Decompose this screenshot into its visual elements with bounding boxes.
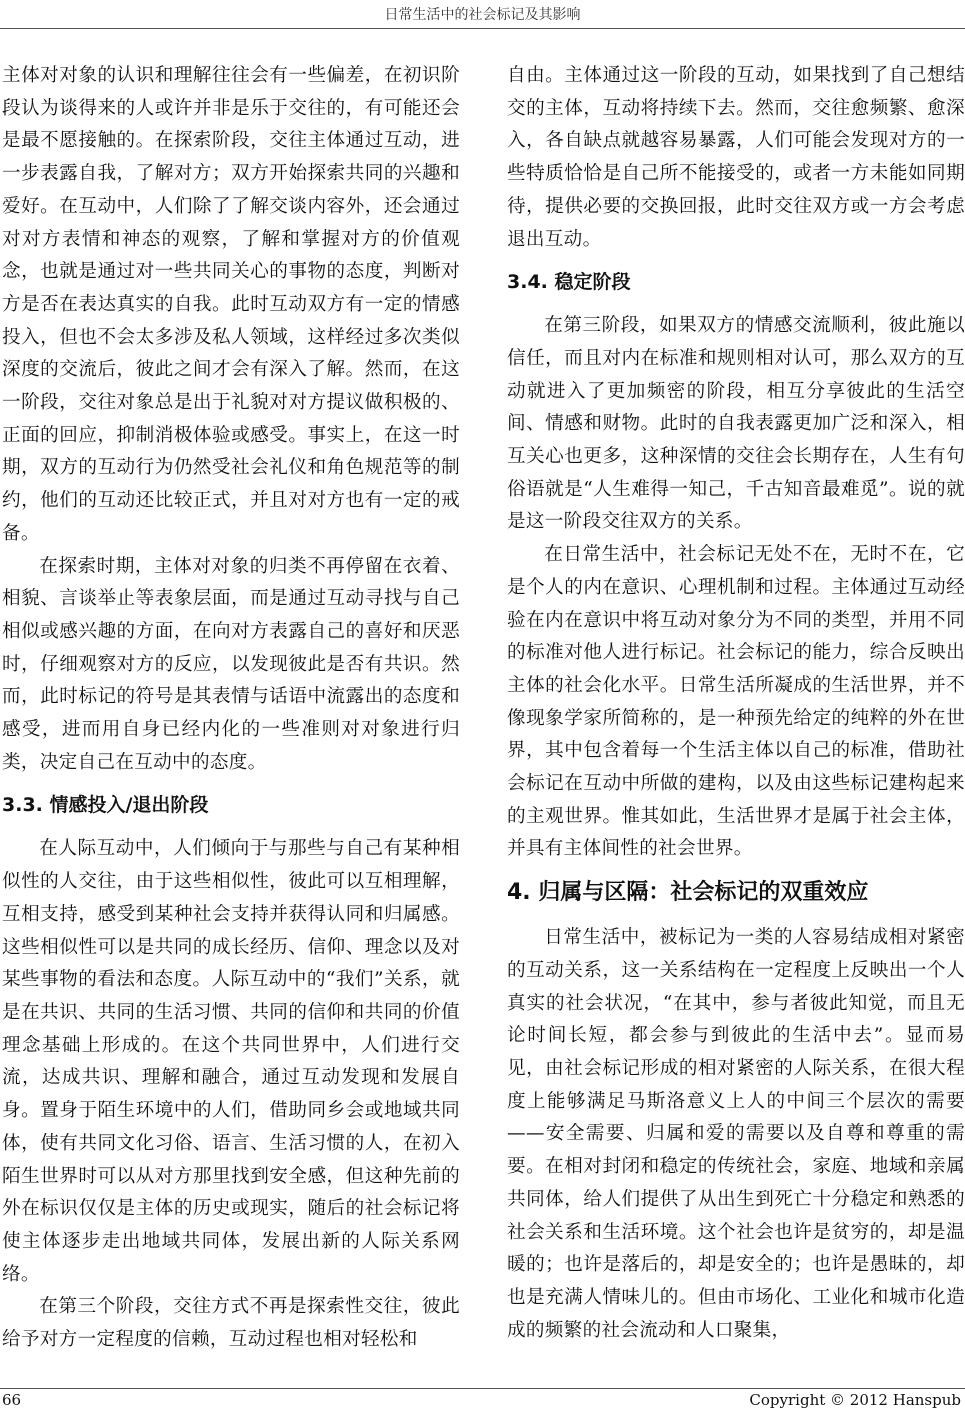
- footer-divider: [0, 1388, 965, 1389]
- paragraph: 在日常生活中，社会标记无处不在，无时不在，它是个人的内在意识、心理机制和过程。主体通过互动经验在内在意识中将互动对象分为不同的类型，并用不同的标准对他人进行标记。社会标记的能力，综合反映出主体的社会化水平。日常生活所凝成的生活世界，并不像现象学家所简称的，是一种预先给定的纯粹的外在世界，其中包含着每一个生活主体以自己的标准，借助社会标记在互动中所做的建构，以及由这些标记建构起来的主观世界。惟其如此，生活世界才是属于社会主体，并具有主体间性的社会世界。: [507, 544, 965, 860]
- copyright-notice: Copyright © 2012 Hanspub: [749, 1391, 961, 1409]
- section-heading-3-3: 3.3. 情感投入/退出阶段: [2, 794, 209, 817]
- paragraph: 主体对对象的认识和理解往往会有一些偏差，在初识阶段认为谈得来的人或许并非是乐于交往的，有可能还会是最不愿接触的。在探索阶段，交往主体通过互动，进一步表露自我，了解对方；双方开始探索共同的兴趣和爱好。在互动中，人们除了了解交谈内容外，还会通过对对方表情和神态的观察，了解和掌握对方的价值观念，也就是通过对一些共同关心的事物的态度，判断对方是否在表达真实的自我。此时互动双方有一定的情感投入，但也不会太多涉及私人领域，这样经过多次类似深度的交流后，彼此之间才会有深入了解。然而，在这一阶段，交往对象总是出于礼貌对对方提议做积极的、正面的回应，抑制消极体验或感受。事实上，在这一时期，双方的互动行为仍然受社会礼仪和角色规范等的制约，他们的互动还比较正式，并且对对方也有一定的戒备。: [2, 65, 460, 544]
- paragraph: 日常生活中，被标记为一类的人容易结成相对紧密的互动关系，这一关系结构在一定程度上反映出一个人真实的社会状况，“在其中，参与者彼此知觉，而且无论时间长短，都会参与到彼此的生活中去”。显而易见，由社会标记形成的相对紧密的人际关系，在很大程度上能够满足马斯洛意义上人的中间三个层次的需要——安全需要、归属和爱的需要以及自尊和尊重的需要。在相对封闭和稳定的传统社会，家庭、地域和亲属共同体，给人们提供了从出生到死亡十分稳定和熟悉的社会关系和生活环境。这个社会也许是贫穷的，却是温暖的；也许是落后的，却是安全的；也许是愚昧的，却也是充满人情味儿的。但由市场化、工业化和城市化造成的频繁的社会流动和人口聚集，: [507, 927, 965, 1341]
- running-title: 日常生活中的社会标记及其影响: [384, 7, 581, 23]
- left-column: [2, 60, 460, 1357]
- header-divider: [0, 28, 965, 29]
- paragraph: 在第三阶段，如果双方的情感交流顺利，彼此施以信任，而且对内在标准和规则相对认可，那么双方的互动就进入了更加频密的阶段，相互分享彼此的生活空间、情感和财物。此时的自我表露更加广泛和深入，相互关心也更多，这种深情的交往会长期存在，人生有句俗语就是“人生难得一知己，千古知音最难觅”。说的就是这一阶段交往双方的关系。: [507, 315, 965, 533]
- section-heading-4: 4. 归属与区隔：社会标记的双重效应: [507, 880, 869, 906]
- paragraph: 自由。主体通过这一阶段的互动，如果找到了自己想结交的主体，互动将持续下去。然而，交往愈频繁、愈深入，各自缺点就越容易暴露，人们可能会发现对方的一些特质恰恰是自己所不能接受的，或者一方未能如同期待，提供必要的交换回报，此时交往双方或一方会考虑退出互动。: [507, 65, 965, 250]
- paragraph: 在第三个阶段，交往方式不再是探索性交往，彼此给予对方一定程度的信赖，互动过程也相对轻松和: [2, 1296, 460, 1351]
- section-heading-3-4: 3.4. 稳定阶段: [507, 271, 631, 294]
- paragraph: 在探索时期，主体对对象的归类不再停留在衣着、相貌、言谈举止等表象层面，而是通过互动寻找与自己相似或感兴趣的方面，在向对方表露自己的喜好和厌恶时，仔细观察对方的反应，以发现彼此是否有共识。然而，此时标记的符号是其表情与话语中流露出的态度和感受，进而用自身已经内化的一些准则对对象进行归类，决定自己在互动中的态度。: [2, 555, 460, 773]
- right-column: [507, 60, 965, 1347]
- paragraph: 在人际互动中，人们倾向于与那些与自己有某种相似性的人交往，由于这些相似性，彼此可以互相理解，互相支持，感受到某种社会支持并获得认同和归属感。这些相似性可以是共同的成长经历、信仰、理念以及对某些事物的看法和态度。人际互动中的“我们”关系，就是在共识、共同的生活习惯、共同的信仰和共同的价值理念基础上形成的。在这个共同世界中，人们进行交流，达成共识、理解和融合，通过互动发现和发展自身。置身于陌生环境中的人们，借助同乡会或地域共同体，使有共同文化习俗、语言、生活习惯的人，在初入陌生世界时可以从对方那里找到安全感，但这种先前的外在标识仅仅是主体的历史或现实，随后的社会标记将使主体逐步走出地域共同体，发展出新的人际关系网络。: [2, 838, 460, 1285]
- page-number: 66: [2, 1391, 22, 1409]
